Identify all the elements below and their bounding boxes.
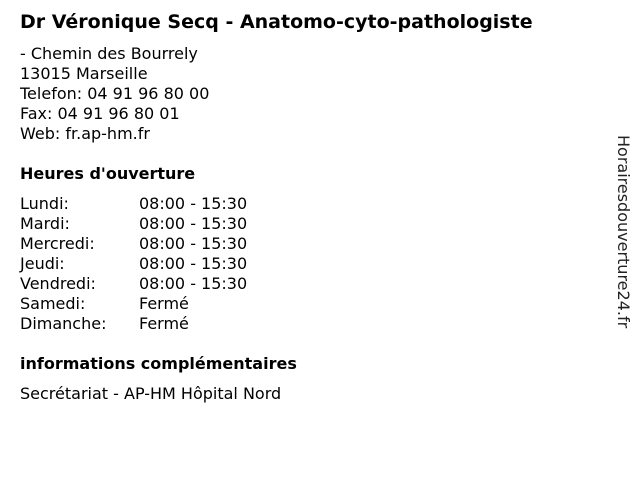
- hours-time: 08:00 - 15:30: [139, 194, 248, 213]
- additional-info-text: Secrétariat - AP-HM Hôpital Nord: [20, 384, 282, 403]
- address-web: Web: fr.ap-hm.fr: [20, 124, 150, 143]
- hours-day: Jeudi:: [20, 254, 65, 273]
- hours-time: Fermé: [139, 314, 189, 333]
- hours-time: Fermé: [139, 294, 189, 313]
- hours-day: Dimanche:: [20, 314, 107, 333]
- opening-hours-heading: Heures d'ouverture: [20, 164, 196, 183]
- hours-row-monday: [20, 194, 247, 214]
- hours-day: Lundi:: [20, 194, 69, 213]
- hours-row-wednesday: [20, 234, 247, 254]
- hours-row-sunday: [20, 314, 247, 334]
- hours-day: Mardi:: [20, 214, 70, 233]
- address-city: 13015 Marseille: [20, 64, 148, 83]
- page-title: Dr Véronique Secq - Anatomo-cyto-pathologiste: [20, 11, 533, 33]
- hours-row-saturday: [20, 294, 247, 314]
- address-street: - Chemin des Bourrely: [20, 44, 198, 63]
- address-block: [20, 44, 209, 144]
- site-watermark: Horairesdouverture24.fr: [614, 135, 633, 329]
- address-phone: Telefon: 04 91 96 80 00: [20, 84, 210, 103]
- hours-day: Vendredi:: [20, 274, 96, 293]
- address-fax: Fax: 04 91 96 80 01: [20, 104, 180, 123]
- additional-info-heading: informations complémentaires: [20, 354, 297, 373]
- hours-row-tuesday: [20, 214, 247, 234]
- hours-day: Samedi:: [20, 294, 86, 313]
- hours-day: Mercredi:: [20, 234, 95, 253]
- hours-time: 08:00 - 15:30: [139, 254, 248, 273]
- hours-time: 08:00 - 15:30: [139, 234, 248, 253]
- hours-time: 08:00 - 15:30: [139, 214, 248, 233]
- hours-row-thursday: [20, 254, 247, 274]
- hours-time: 08:00 - 15:30: [139, 274, 248, 293]
- hours-row-friday: [20, 274, 247, 294]
- opening-hours-table: [20, 194, 247, 334]
